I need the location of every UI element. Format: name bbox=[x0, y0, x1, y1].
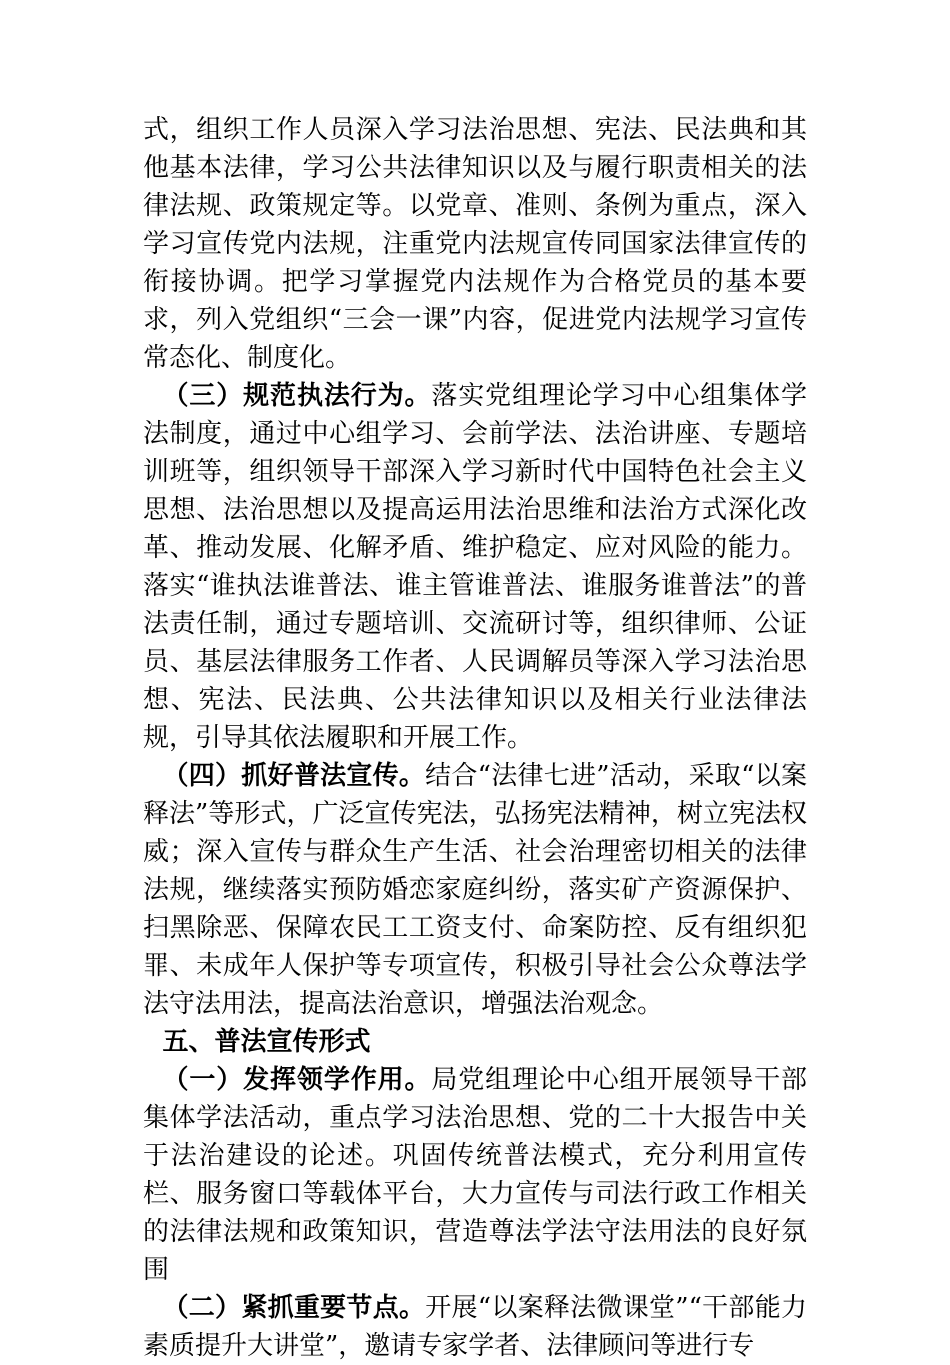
paragraph-lead-heading: （一）发挥领学作用。 bbox=[162, 1065, 432, 1095]
paragraph-regulate-enforcement bbox=[143, 377, 807, 757]
section-heading-five: 五、普法宣传形式 bbox=[162, 1027, 371, 1057]
paragraph-body: 结合“法律七进”活动，采取“以案释法”等形式，广泛宣传宪法，弘扬宪法精神，树立宪法权威；深入宣传与群众生产生活、社会治理密切相关的法律法规，继续落实预防婚恋家庭纠纷，落实矿产资源保护、扫黑除恶、保障农民工工资支付、命案防控、反有组织犯罪、未成年人保护等专项宣传，积极引导社会公众尊法学法守法用法，提高法治意识，增强法治观念。 bbox=[143, 761, 807, 1019]
paragraph-leading-study bbox=[143, 1061, 807, 1289]
paragraph-lead-heading: （三）规范执法行为。 bbox=[162, 381, 432, 411]
paragraph-body: 落实党组理论学习中心组集体学法制度，通过中心组学习、会前学法、法治讲座、专题培训班等，组织领导干部深入学习新时代中国特色社会主义思想、法治思想以及提高运用法治思维和法治方式深化改革、推动发展、化解矛盾、维护稳定、应对风险的能力。落实“谁执法谁普法、谁主管谁普法、谁服务谁普法”的普法责任制，通过专题培训、交流研讨等，组织律师、公证员、基层法律服务工作者、人民调解员等深入学习法治思想、宪法、民法典、公共法律知识以及相关行业法律法规，引导其依法履职和开展工作。 bbox=[143, 381, 807, 753]
paragraph-body: 开展“以案释法微课堂”“干部能力素质提升大讲堂”，邀请专家学者、法律顾问等进行专 bbox=[143, 1293, 807, 1361]
paragraph-continuation: 式，组织工作人员深入学习法治思想、宪法、民法典和其他基本法律，学习公共法律知识以及与履行职责相关的法律法规、政策规定等。以党章、准则、条例为重点，深入学习宣传党内法规，注重党内法规宣传同国家法律宣传的衔接协调。把学习掌握党内法规作为合格党员的基本要求，列入党组织“三会一课”内容，促进党内法规学习宣传常态化、制度化。 bbox=[143, 115, 807, 373]
paragraph-body: 局党组理论中心组开展领导干部集体学法活动，重点学习法治思想、党的二十大报告中关于法治建设的论述。巩固传统普法模式，充分利用宣传栏、服务窗口等载体平台，大力宣传与司法行政工作相关的法律法规和政策知识，营造尊法学法守法用法的良好氛围 bbox=[143, 1065, 807, 1285]
paragraph-key-nodes bbox=[143, 1289, 807, 1365]
paragraph-law-publicity bbox=[143, 757, 807, 1023]
paragraph-lead-heading: （二）紧抓重要节点。 bbox=[162, 1293, 426, 1323]
paragraph-lead-heading: （四）抓好普法宣传。 bbox=[162, 761, 426, 791]
document-page bbox=[143, 111, 807, 1365]
